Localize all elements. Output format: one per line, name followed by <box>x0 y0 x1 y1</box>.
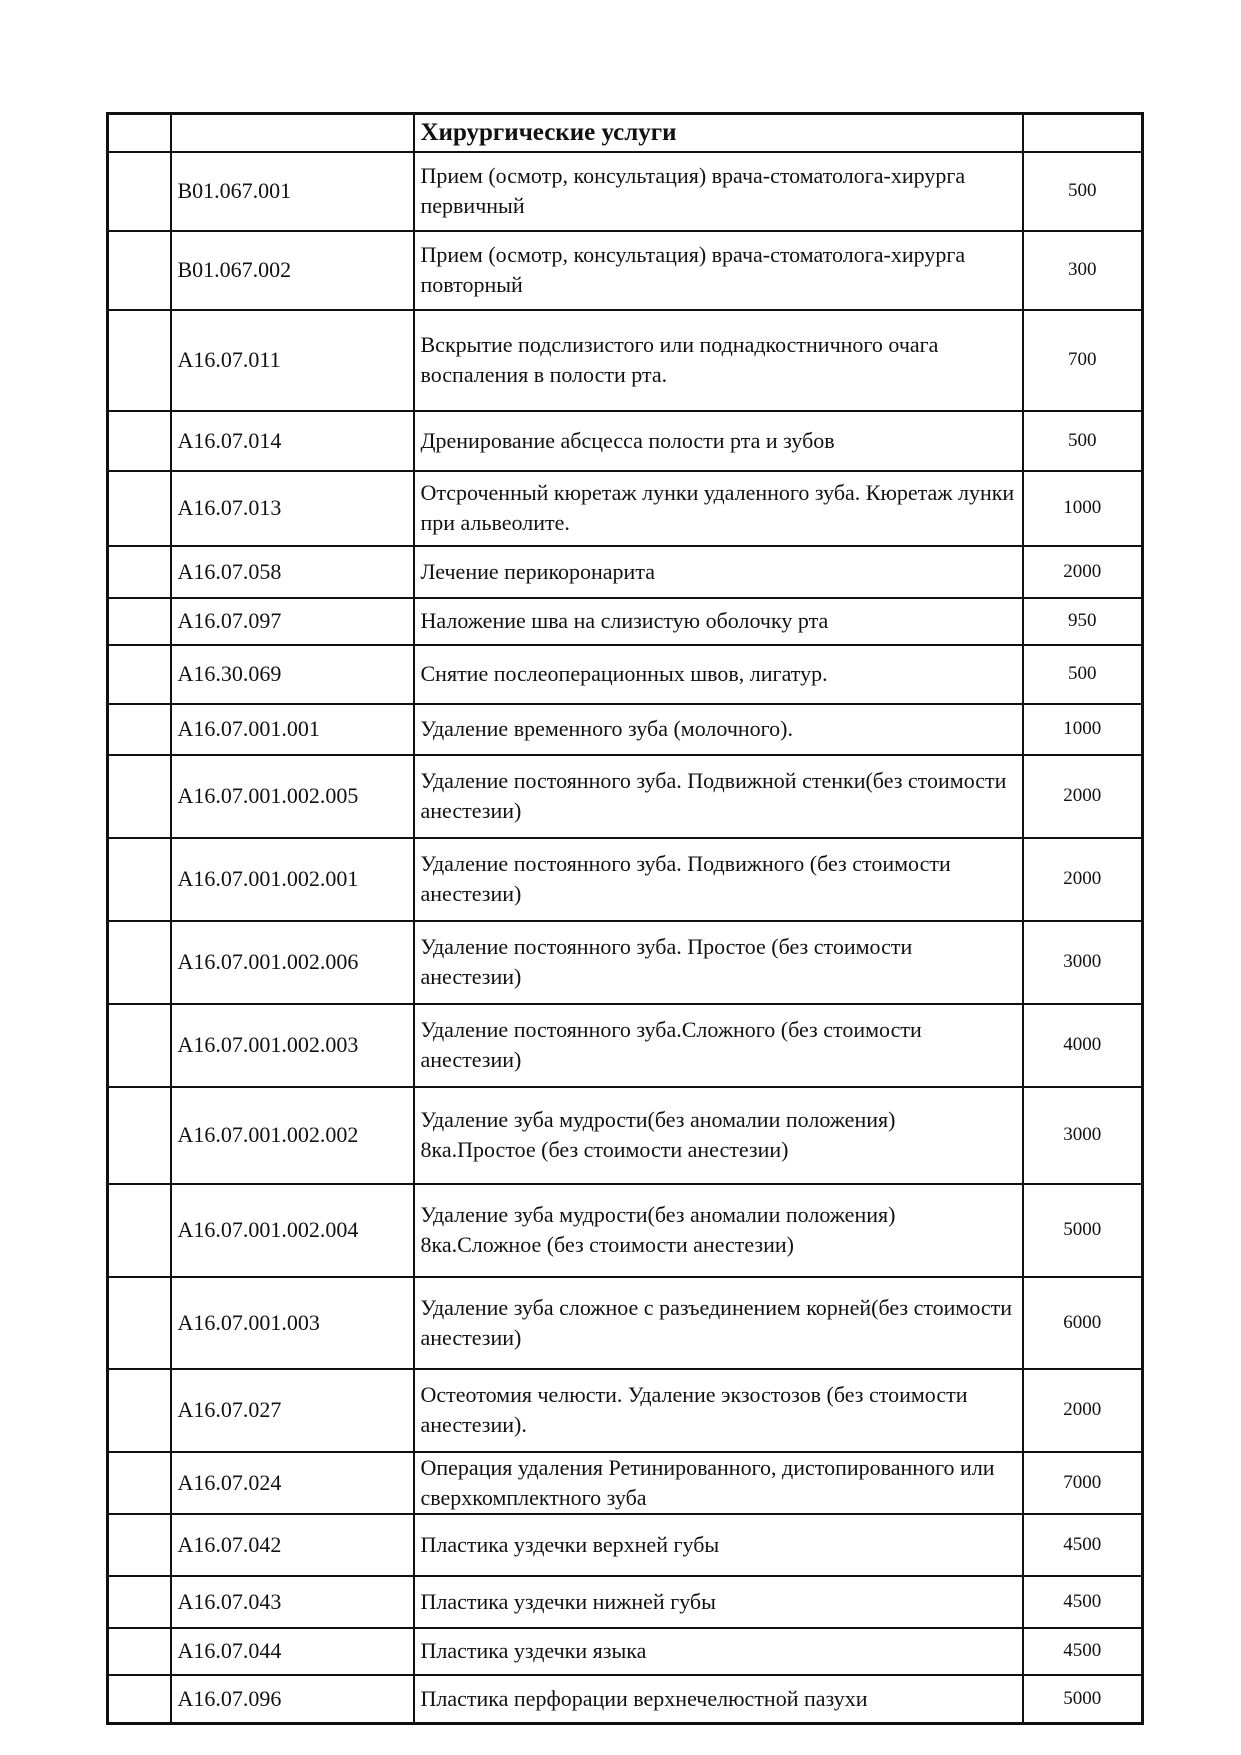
service-code: B01.067.002 <box>171 231 414 310</box>
table-row <box>108 310 1143 411</box>
service-name: Вскрытие подслизистого или поднадкостничного очага воспаления в полости рта. <box>414 310 1023 411</box>
number-cell <box>108 1277 171 1369</box>
service-price: 700 <box>1023 310 1143 411</box>
service-code: A16.07.001.002.003 <box>171 1004 414 1087</box>
service-code: A16.07.096 <box>171 1675 414 1724</box>
service-code: A16.07.043 <box>171 1576 414 1628</box>
service-name: Прием (осмотр, консультация) врача-стоматолога-хирурга повторный <box>414 231 1023 310</box>
service-code: A16.07.001.003 <box>171 1277 414 1369</box>
service-name: Удаление зуба сложное с разъединением корней(без стоимости анестезии) <box>414 1277 1023 1369</box>
service-name: Удаление зуба мудрости(без аномалии положения) 8ка.Сложное (без стоимости анестезии) <box>414 1184 1023 1277</box>
table-row <box>108 598 1143 645</box>
number-cell <box>108 755 171 838</box>
table-row <box>108 645 1143 704</box>
table-row <box>108 411 1143 471</box>
service-price: 500 <box>1023 645 1143 704</box>
service-price: 1000 <box>1023 471 1143 546</box>
number-cell <box>108 921 171 1004</box>
number-cell <box>108 645 171 704</box>
table-row <box>108 1087 1143 1184</box>
service-name: Пластика уздечки языка <box>414 1628 1023 1675</box>
number-cell <box>108 546 171 598</box>
service-price: 4000 <box>1023 1004 1143 1087</box>
number-cell <box>108 1675 171 1724</box>
service-price: 2000 <box>1023 546 1143 598</box>
service-price: 4500 <box>1023 1576 1143 1628</box>
table-row <box>108 1514 1143 1576</box>
table-row <box>108 1184 1143 1277</box>
service-name: Лечение перикоронарита <box>414 546 1023 598</box>
service-name: Удаление постоянного зуба. Подвижного (без стоимости анестезии) <box>414 838 1023 921</box>
table-row <box>108 1576 1143 1628</box>
service-price: 3000 <box>1023 921 1143 1004</box>
service-name: Удаление постоянного зуба. Подвижной стенки(без стоимости анестезии) <box>414 755 1023 838</box>
number-cell <box>108 114 171 152</box>
service-code: A16.07.001.002.005 <box>171 755 414 838</box>
service-name: Удаление постоянного зуба. Простое (без стоимости анестезии) <box>414 921 1023 1004</box>
table-row <box>108 1675 1143 1724</box>
table-body <box>108 114 1143 1724</box>
service-price: 1000 <box>1023 704 1143 755</box>
service-code: A16.07.014 <box>171 411 414 471</box>
number-cell <box>108 411 171 471</box>
service-price: 300 <box>1023 231 1143 310</box>
service-price: 2000 <box>1023 838 1143 921</box>
table-row <box>108 231 1143 310</box>
service-price: 950 <box>1023 598 1143 645</box>
service-code: A16.07.011 <box>171 310 414 411</box>
service-name: Пластика уздечки нижней губы <box>414 1576 1023 1628</box>
service-name: Пластика перфорации верхнечелюстной пазухи <box>414 1675 1023 1724</box>
number-cell <box>108 1452 171 1514</box>
service-price: 6000 <box>1023 1277 1143 1369</box>
service-code: A16.07.027 <box>171 1369 414 1452</box>
price-cell <box>1023 114 1143 152</box>
table-row <box>108 921 1143 1004</box>
service-price: 4500 <box>1023 1628 1143 1675</box>
table-row <box>108 755 1143 838</box>
number-cell <box>108 1369 171 1452</box>
service-name: Остеотомия челюсти. Удаление экзостозов (без стоимости анестезии). <box>414 1369 1023 1452</box>
service-name: Удаление зуба мудрости(без аномалии положения) 8ка.Простое (без стоимости анестезии) <box>414 1087 1023 1184</box>
service-code: A16.07.058 <box>171 546 414 598</box>
service-code: A16.07.001.001 <box>171 704 414 755</box>
number-cell <box>108 1628 171 1675</box>
service-name: Снятие послеоперационных швов, лигатур. <box>414 645 1023 704</box>
service-name: Дренирование абсцесса полости рта и зубов <box>414 411 1023 471</box>
service-code: A16.07.001.002.001 <box>171 838 414 921</box>
service-name: Отсроченный кюретаж лунки удаленного зуба. Кюретаж лунки при альвеолите. <box>414 471 1023 546</box>
table-row <box>108 1369 1143 1452</box>
table-row <box>108 704 1143 755</box>
service-name: Удаление временного зуба (молочного). <box>414 704 1023 755</box>
service-price: 5000 <box>1023 1675 1143 1724</box>
number-cell <box>108 1576 171 1628</box>
service-name: Наложение шва на слизистую оболочку рта <box>414 598 1023 645</box>
service-price: 500 <box>1023 152 1143 231</box>
service-code: A16.07.042 <box>171 1514 414 1576</box>
number-cell <box>108 152 171 231</box>
service-price: 2000 <box>1023 1369 1143 1452</box>
number-cell <box>108 231 171 310</box>
service-code: A16.07.001.002.004 <box>171 1184 414 1277</box>
table-row <box>108 1004 1143 1087</box>
service-name: Пластика уздечки верхней губы <box>414 1514 1023 1576</box>
service-price: 7000 <box>1023 1452 1143 1514</box>
service-code: A16.07.044 <box>171 1628 414 1675</box>
number-cell <box>108 1087 171 1184</box>
table-row <box>108 1452 1143 1514</box>
table-row <box>108 546 1143 598</box>
number-cell <box>108 1514 171 1576</box>
number-cell <box>108 1004 171 1087</box>
table-row <box>108 471 1143 546</box>
service-code: A16.07.001.002.006 <box>171 921 414 1004</box>
service-price: 4500 <box>1023 1514 1143 1576</box>
table-row <box>108 1277 1143 1369</box>
number-cell <box>108 838 171 921</box>
service-code: A16.07.024 <box>171 1452 414 1514</box>
number-cell <box>108 310 171 411</box>
service-price: 500 <box>1023 411 1143 471</box>
service-price: 2000 <box>1023 755 1143 838</box>
service-code: A16.07.097 <box>171 598 414 645</box>
number-cell <box>108 704 171 755</box>
service-name: Удаление постоянного зуба.Сложного (без стоимости анестезии) <box>414 1004 1023 1087</box>
service-code: A16.07.013 <box>171 471 414 546</box>
code-cell <box>171 114 414 152</box>
service-code: A16.30.069 <box>171 645 414 704</box>
section-header-row <box>108 114 1143 152</box>
table-row <box>108 838 1143 921</box>
service-name: Прием (осмотр, консультация) врача-стоматолога-хирурга первичный <box>414 152 1023 231</box>
number-cell <box>108 471 171 546</box>
table-row <box>108 1628 1143 1675</box>
section-title: Хирургические услуги <box>414 114 1023 152</box>
service-price: 3000 <box>1023 1087 1143 1184</box>
service-price: 5000 <box>1023 1184 1143 1277</box>
service-code: A16.07.001.002.002 <box>171 1087 414 1184</box>
table-row <box>108 152 1143 231</box>
service-code: B01.067.001 <box>171 152 414 231</box>
price-table <box>106 112 1144 1725</box>
service-name: Операция удаления Ретинированного, дистопированного или сверхкомплектного зуба <box>414 1452 1023 1514</box>
number-cell <box>108 1184 171 1277</box>
number-cell <box>108 598 171 645</box>
